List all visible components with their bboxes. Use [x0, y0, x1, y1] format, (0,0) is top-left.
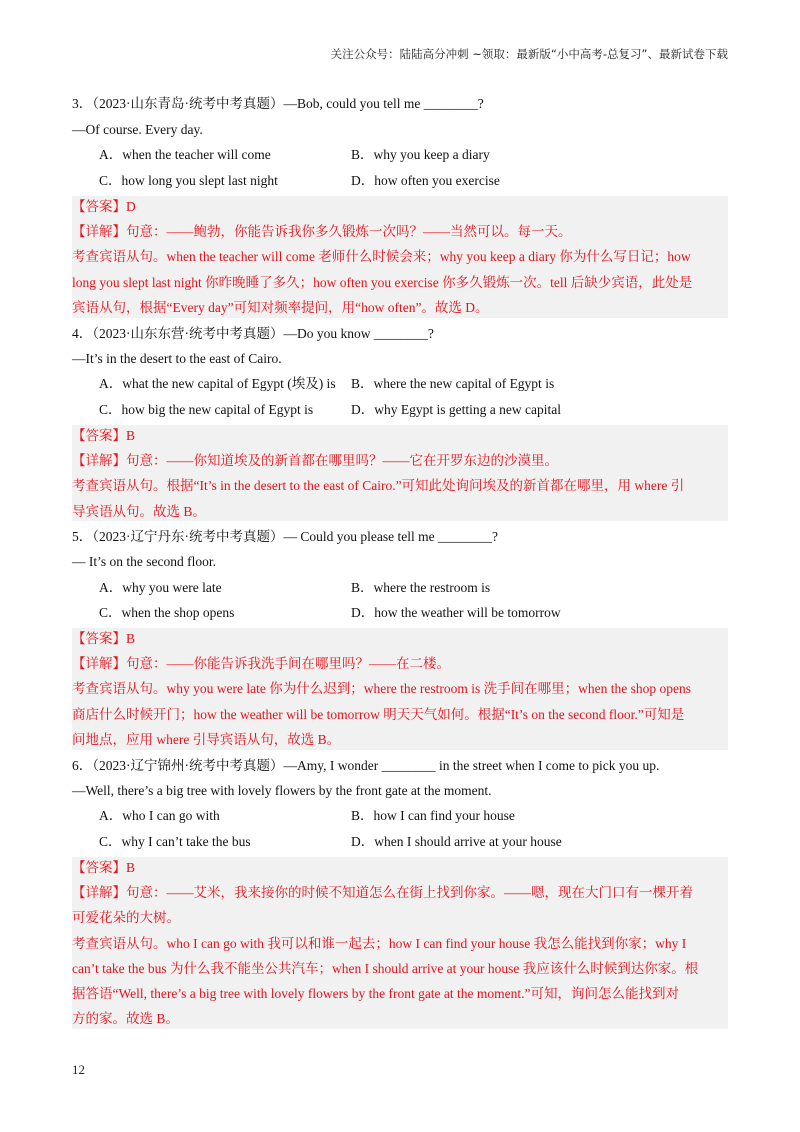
- question-4-option-c: C．how big the new capital of Egypt is: [99, 402, 314, 417]
- question-6-detail-4: can’t take the bus 为什么我不能坐公共汽车；when I should arrive at your house 我应该什么时候到达你家。根: [72, 961, 699, 976]
- question-4-reply: —It’s in the desert to the east of Cairo.: [72, 351, 282, 366]
- question-6-option-a: A．who I can go with: [99, 808, 220, 823]
- question-5-option-c: C．when the shop opens: [99, 605, 235, 620]
- question-6-option-b: B．how I can find your house: [351, 808, 515, 823]
- question-4-option-a: A．what the new capital of Egypt (埃及) is: [99, 376, 336, 391]
- question-4-detail-3: 导宾语从句。故选 B。: [72, 504, 206, 519]
- question-5-option-a: A．why you were late: [99, 580, 222, 595]
- question-3-option-b: B．why you keep a diary: [351, 147, 490, 162]
- question-5-detail-1: 【详解】句意：——你能告诉我洗手间在哪里吗？——在二楼。: [72, 656, 450, 671]
- question-5-reply: — It’s on the second floor.: [72, 554, 216, 569]
- question-5-answer: 【答案】B: [72, 631, 136, 646]
- question-3-stem: 3．（2023·山东青岛·统考中考真题）—Bob, could you tell me ________?: [72, 96, 484, 111]
- question-6-detail-3: 考查宾语从句。who I can go with 我可以和谁一起去；how I can find your house 我怎么能找到你家；why I: [72, 936, 687, 951]
- question-3-option-c: C．how long you slept last night: [99, 173, 278, 188]
- question-3-option-a: A．when the teacher will come: [99, 147, 271, 162]
- question-5-stem: 5．（2023·辽宁丹东·统考中考真题）— Could you please tell me ________?: [72, 529, 498, 544]
- question-3-detail-3: long you slept last night 你昨晚睡了多久；how often you exercise 你多久锻炼一次。tell 后缺少宾语，此处是: [72, 275, 693, 290]
- question-6-reply: —Well, there’s a big tree with lovely flowers by the front gate at the moment.: [72, 783, 492, 798]
- question-6-detail-6: 方的家。故选 B。: [72, 1011, 179, 1026]
- question-4-option-b: B．where the new capital of Egypt is: [351, 376, 555, 391]
- question-6-answer: 【答案】B: [72, 860, 136, 875]
- question-6-stem: 6．（2023·辽宁锦州·统考中考真题）—Amy, I wonder ________ in the street when I come to pick you up.: [72, 758, 660, 773]
- page-number: 12: [72, 1062, 85, 1077]
- question-5-option-d: D．how the weather will be tomorrow: [351, 605, 561, 620]
- question-5-detail-3: 商店什么时候开门；how the weather will be tomorrow 明天天气如何。根据“It’s on the second floor.”可知是: [72, 707, 685, 722]
- question-6-detail-2: 可爱花朵的大树。: [72, 910, 180, 925]
- page-header: 关注公众号：陆陆高分冲刺 ~领取：最新版“小中高考-总复习”、最新试卷下载: [330, 47, 728, 61]
- question-4-answer: 【答案】B: [72, 428, 136, 443]
- question-5-option-b: B．where the restroom is: [351, 580, 491, 595]
- question-3-detail-2: 考查宾语从句。when the teacher will come 老师什么时候会来；why you keep a diary 你为什么写日记；how: [72, 249, 691, 264]
- question-3-option-d: D．how often you exercise: [351, 173, 500, 188]
- question-3-detail-4: 宾语从句，根据“Every day”可知对频率提问，用“how often”。故选 D。: [72, 300, 489, 315]
- question-6-detail-1: 【详解】句意：——艾米，我来接你的时候不知道怎么在街上找到你家。——嗯，现在大门口有一棵开着: [72, 885, 693, 900]
- question-4-stem: 4．（2023·山东东营·统考中考真题）—Do you know ________?: [72, 326, 434, 341]
- question-4-detail-1: 【详解】句意：——你知道埃及的新首都在哪里吗？——它在开罗东边的沙漠里。: [72, 453, 558, 468]
- question-4-detail-2: 考查宾语从句。根据“It’s in the desert to the east of Cairo.”可知此处询问埃及的新首都在哪里，用 where 引: [72, 478, 685, 493]
- question-5-detail-2: 考查宾语从句。why you were late 你为什么迟到；where the restroom is 洗手间在哪里；when the shop opens: [72, 681, 692, 696]
- question-3-reply: —Of course. Every day.: [72, 122, 203, 137]
- question-6-detail-5: 据答语“Well, there’s a big tree with lovely flowers by the front gate at the moment.”可知，询问怎么能找到对: [72, 986, 680, 1001]
- question-3-answer: 【答案】D: [72, 199, 136, 214]
- question-5-detail-4: 问地点，应用 where 引导宾语从句，故选 B。: [72, 732, 341, 747]
- question-6-option-d: D．when I should arrive at your house: [351, 834, 562, 849]
- question-3-detail-1: 【详解】句意：——鲍勃，你能告诉我你多久锻炼一次吗？——当然可以。每一天。: [72, 224, 572, 239]
- question-6-option-c: C．why I can’t take the bus: [99, 834, 251, 849]
- question-4-option-d: D．why Egypt is getting a new capital: [351, 402, 561, 417]
